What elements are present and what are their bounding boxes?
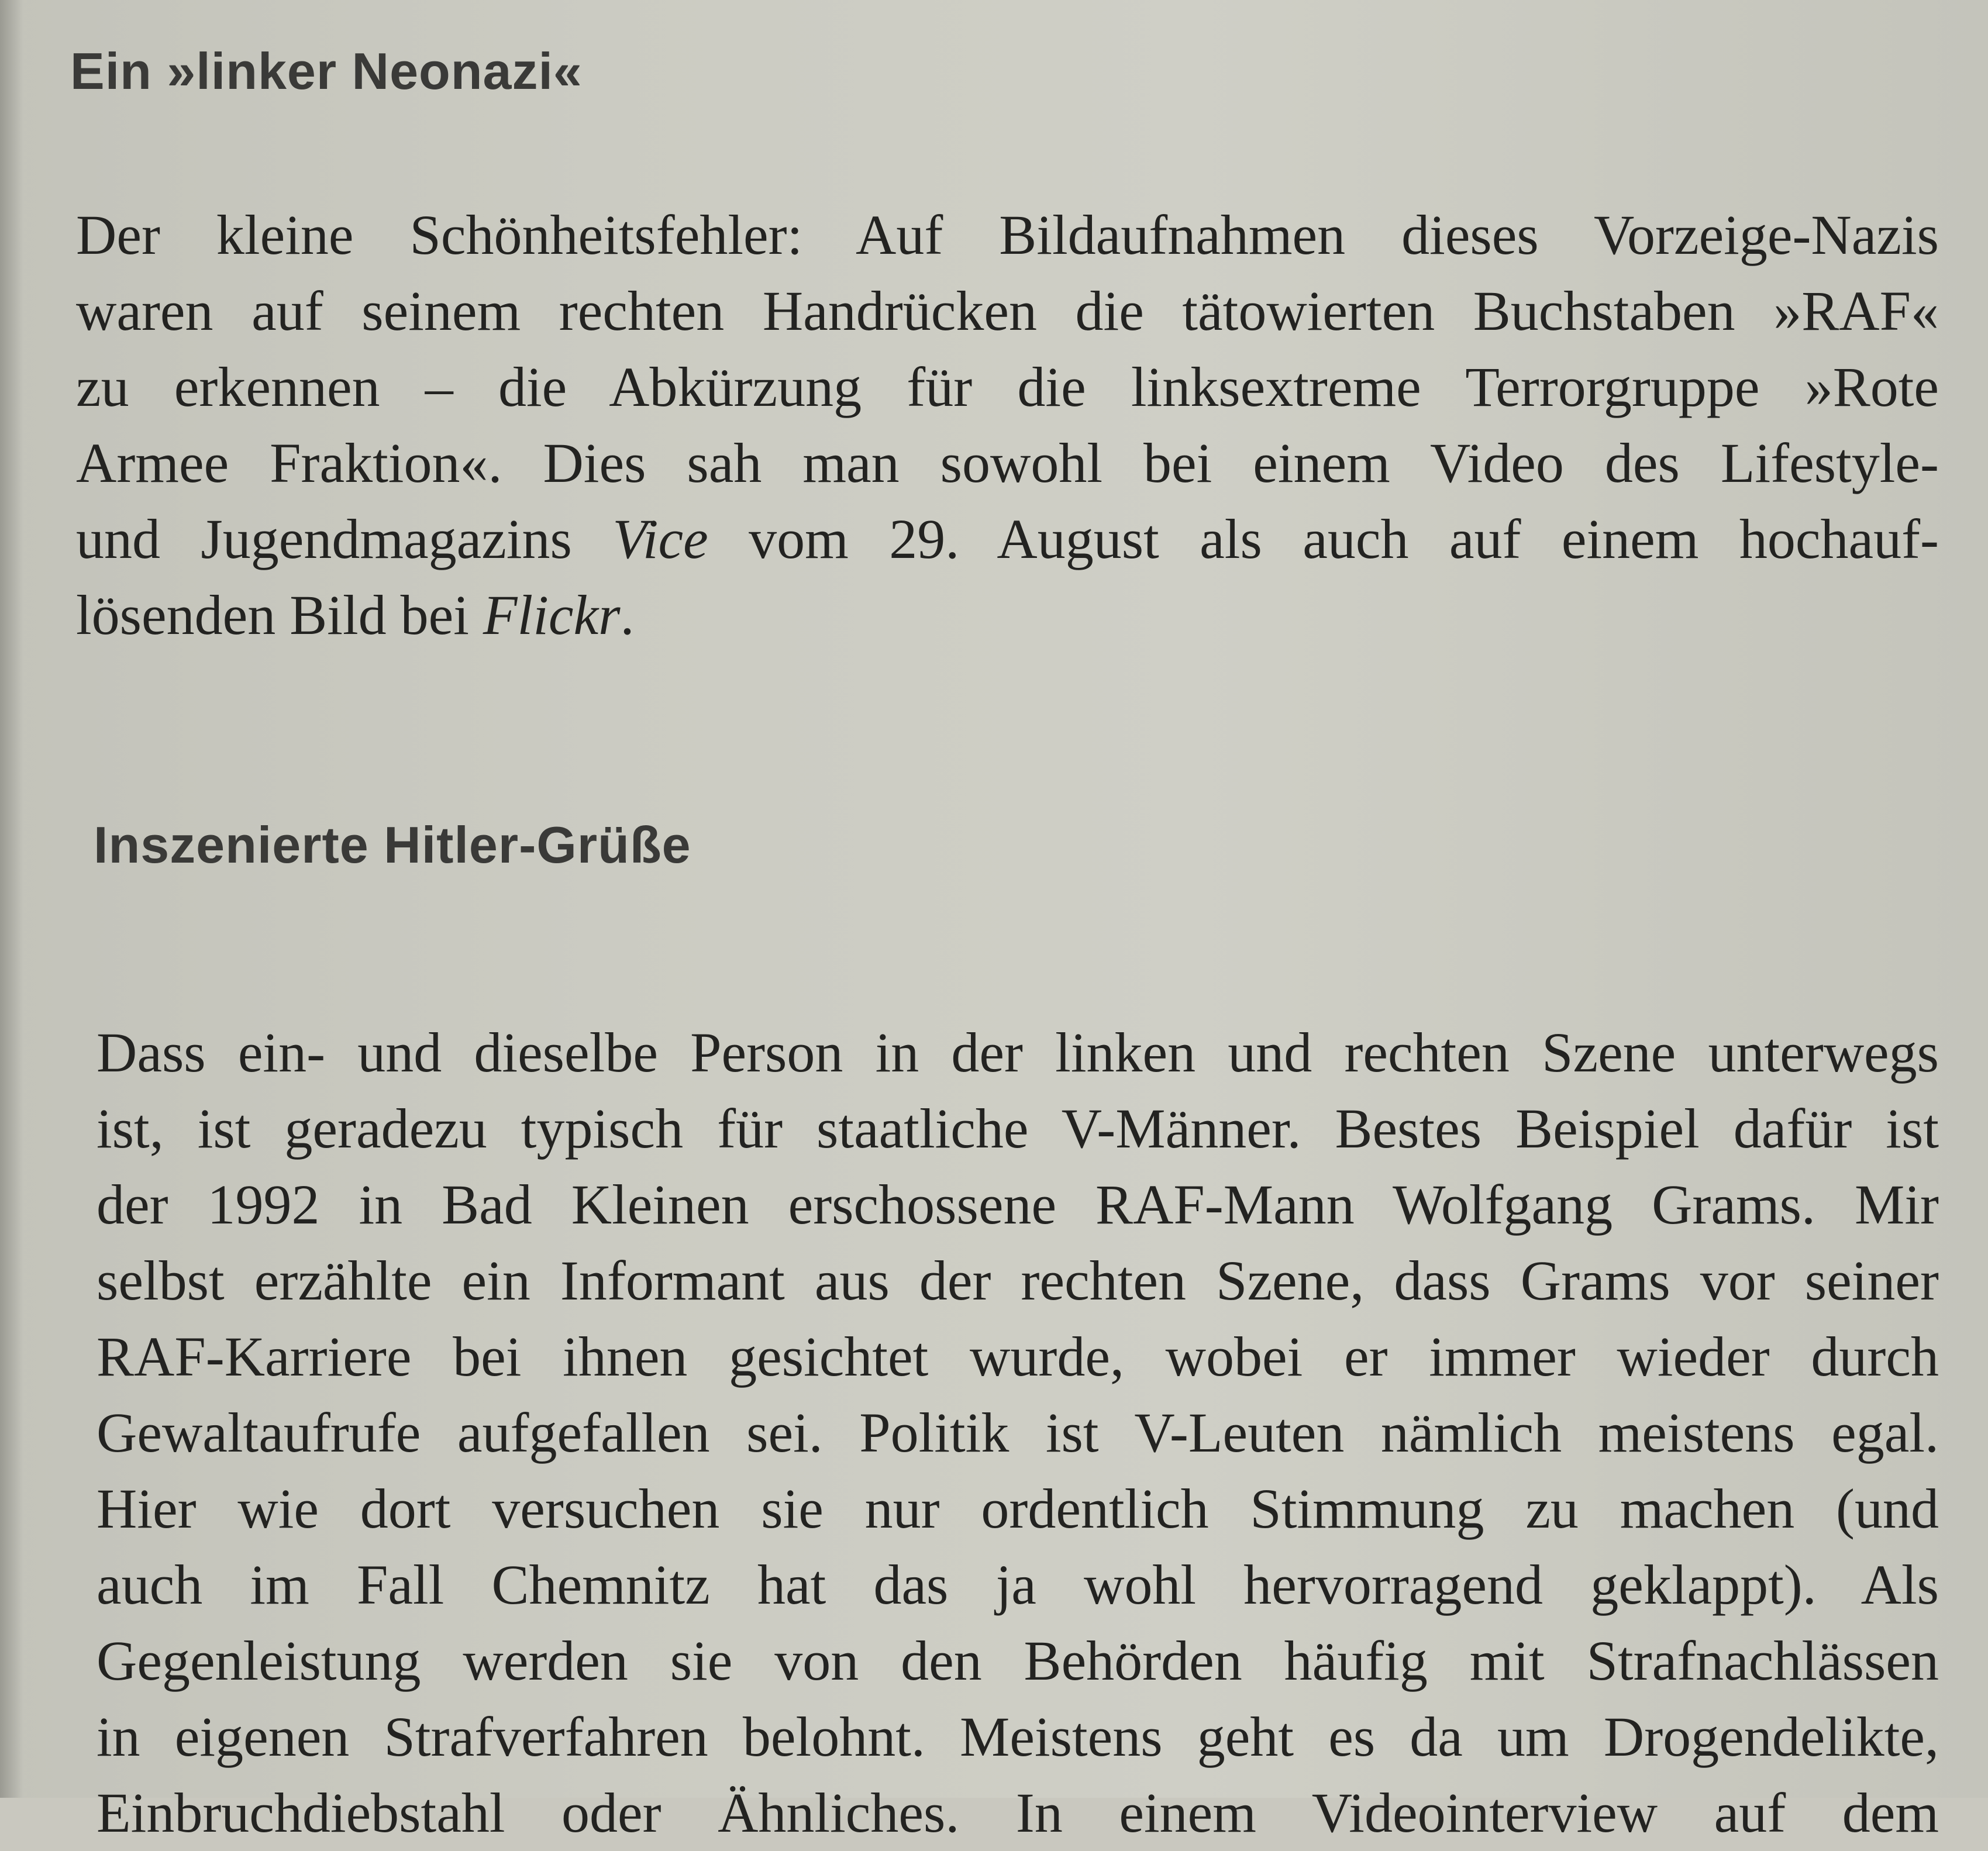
text-line: waren auf seinem rechten Handrücken die tätowierten Buchstaben »RAF« (76, 280, 1939, 342)
text-line: Hier wie dort versuchen sie nur ordentlich Stimmung zu machen (und (97, 1477, 1939, 1540)
text-line: Der kleine Schönheitsfehler: Auf Bildaufnahmen dieses Vorzeige-Nazis (76, 204, 1939, 266)
text-segment: . (620, 584, 635, 646)
italic-title: Flickr (483, 584, 621, 646)
text-segment: lösenden Bild bei (76, 584, 483, 646)
text-line: selbst erzählte ein Informant aus der rechten Szene, dass Grams vor seiner (97, 1249, 1939, 1312)
paragraph (97, 1015, 1939, 1851)
text-line: Gewaltaufrufe aufgefallen sei. Politik ist V-Leuten nämlich meistens egal. (97, 1401, 1939, 1464)
italic-title: Vice (612, 508, 708, 570)
text-line: Dass ein- und dieselbe Person in der linken und rechten Szene unterwegs (97, 1021, 1939, 1084)
text-line (76, 577, 1939, 653)
text-line: Armee Fraktion«. Dies sah man sowohl bei einem Video des Lifestyle- (76, 432, 1939, 494)
text-line: der 1992 in Bad Kleinen erschossene RAF-Mann Wolfgang Grams. Mir (97, 1173, 1939, 1236)
section-heading: Inszenierte Hitler-Grüße (94, 816, 691, 874)
text-segment: vom 29. August als auch auf einem hochauf- (708, 508, 1939, 570)
section-hitler-gruesse (94, 816, 1965, 1851)
text-line: Gegenleistung werden sie von den Behörden häufig mit Strafnachlässen (97, 1629, 1939, 1692)
section-heading: Ein »linker Neonazi« (70, 42, 583, 100)
paragraph (76, 197, 1939, 653)
text-line (76, 501, 1939, 577)
page-gutter-shadow (0, 0, 23, 1798)
text-segment: und Jugendmagazins (76, 508, 613, 570)
text-line: RAF-Karriere bei ihnen gesichtet wurde, wobei er immer wieder durch (97, 1325, 1939, 1388)
section-linker-neonazi (70, 42, 1942, 653)
text-line: zu erkennen – die Abkürzung für die linksextreme Terrorgruppe »Rote (76, 356, 1939, 418)
text-line: in eigenen Strafverfahren belohnt. Meistens geht es da um Drogendelikte, (97, 1705, 1939, 1768)
text-line: auch im Fall Chemnitz hat das ja wohl hervorragend geklappt). Als (97, 1553, 1939, 1616)
text-line: ist, ist geradezu typisch für staatliche V-Männer. Bestes Beispiel dafür ist (97, 1097, 1939, 1160)
text-line: Einbruchdiebstahl oder Ähnliches. In einem Videointerview auf dem (97, 1781, 1939, 1844)
